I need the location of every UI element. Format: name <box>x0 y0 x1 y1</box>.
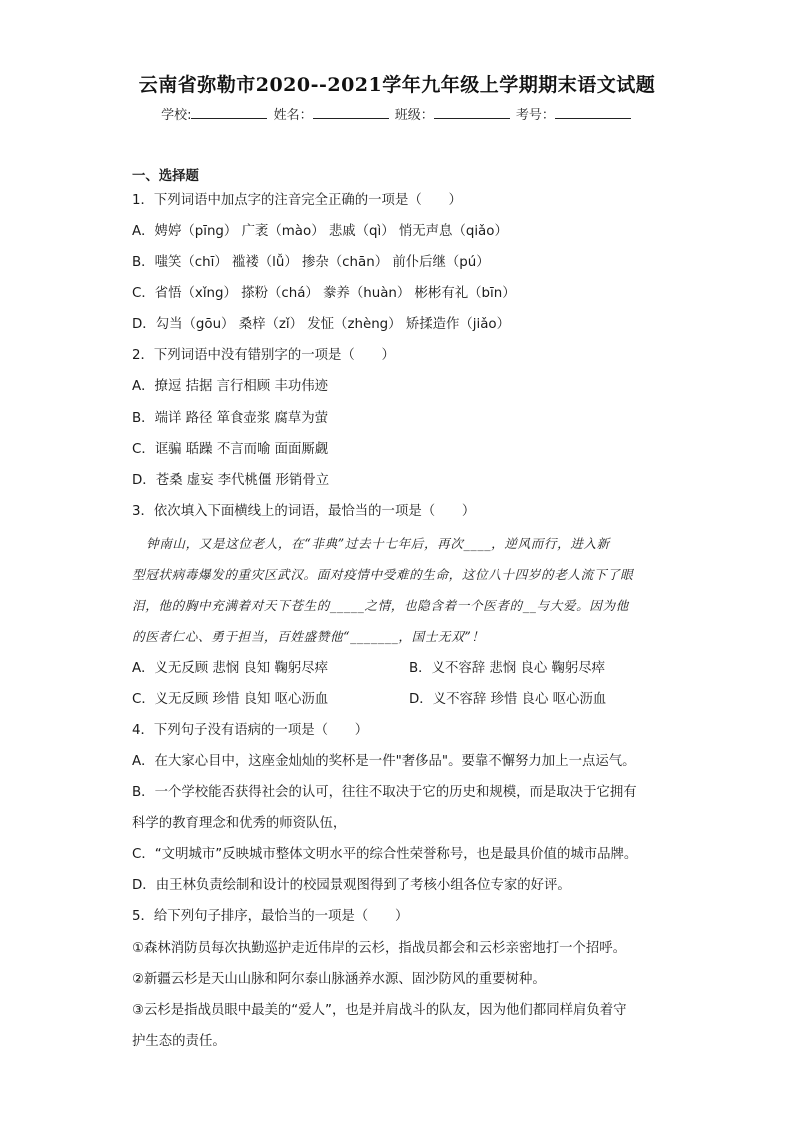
q5-stem: 5．给下列句子排序，最恰当的一项是（ ） <box>132 909 409 924</box>
q2-option-d: D．苍桑 虚妄 李代桃僵 形销骨立 <box>132 473 330 488</box>
q1-option-d: D．勾当（gōu） 桑梓（zǐ） 发怔（zhèng） 矫揉造作（jiǎo） <box>132 317 511 332</box>
section-heading: 一、选择题 <box>132 169 199 184</box>
q1-option-b: B．嗤笑（chī） 褴褛（lǚ） 掺杂（chān） 前仆后继（pú） <box>132 255 490 270</box>
q3-option-c: C．义无反顾 珍惜 良知 呕心沥血 <box>132 692 329 707</box>
q3-stem: 3．依次填入下面横线上的词语，最恰当的一项是（ ） <box>132 504 476 519</box>
q5-sentence-3-continued: 护生态的责任。 <box>132 1034 226 1049</box>
name-blank[interactable] <box>313 106 389 119</box>
q3-option-d: D．义不容辞 珍惜 良心 呕心沥血 <box>409 692 607 707</box>
exam-no-label: 考号： <box>515 108 555 123</box>
q1-option-c: C．省悟（xǐng） 搽粉（chá） 豢养（huàn） 彬彬有礼（bīn） <box>132 286 516 301</box>
q5-sentence-1: ①森林消防员每次执勤巡护走近伟岸的云杉，指战员都会和云杉亲密地打一个招呼。 <box>132 941 627 956</box>
page-title: 云南省弥勒市2020--2021学年九年级上学期期末语文试题 <box>138 74 656 96</box>
q4-option-d: D．由王林负责绘制和设计的校园景观图得到了考核小组各位专家的好评。 <box>132 878 571 893</box>
q1-stem: 1．下列词语中加点字的注音完全正确的一项是（ ） <box>132 193 462 208</box>
q2-option-b: B．端详 路径 箪食壶浆 腐草为萤 <box>132 411 329 426</box>
name-label: 姓名： <box>273 108 313 123</box>
q2-option-a: A．撩逗 拮据 言行相顾 丰功伟迹 <box>132 379 329 394</box>
class-blank[interactable] <box>434 106 510 119</box>
q4-stem: 4．下列句子没有语病的一项是（ ） <box>132 723 369 738</box>
q2-stem: 2．下列词语中没有错别字的一项是（ ） <box>132 348 395 363</box>
q3-option-a: A．义无反顾 悲悯 良知 鞠躬尽瘁 <box>132 661 329 676</box>
class-label: 班级： <box>394 108 434 123</box>
q5-sentence-2: ②新疆云杉是天山山脉和阿尔泰山脉涵养水源、固沙防风的重要树种。 <box>132 972 546 987</box>
student-info-line <box>0 104 794 123</box>
school-label: 学校: <box>161 108 192 123</box>
q5-sentence-3: ③云杉是指战员眼中最美的“爱人”，也是并肩战斗的队友，因为他们都同样肩负着守 <box>132 1003 627 1018</box>
q2-option-c: C．诓骗 聒躁 不言而喻 面面厮觑 <box>132 442 329 457</box>
exam-no-blank[interactable] <box>555 106 631 119</box>
q4-option-c: C．“文明城市”反映城市整体文明水平的综合性荣誉称号，也是最具价值的城市品牌。 <box>132 847 638 862</box>
q4-option-b-continued: 科学的教育理念和优秀的师资队伍， <box>132 816 347 831</box>
q3-passage-line: 泪，他的胸中充满着对天下苍生的_____之情，也隐含着一个医者的__与大爱。因为他 <box>132 598 629 613</box>
q3-passage-line: 型冠状病毒爆发的重灾区武汉。面对疫情中受难的生命，这位八十四岁的老人流下了眼 <box>132 567 634 582</box>
school-blank[interactable] <box>191 106 267 119</box>
q3-passage-line: 的医者仁心、勇于担当，百姓盛赞他“_______，国士无双”！ <box>132 629 485 644</box>
q4-option-a: A．在大家心目中，这座金灿灿的奖杯是一件"奢侈品"。要靠不懈努力加上一点运气。 <box>132 754 636 769</box>
q3-passage-line: 钟南山，又是这位老人，在“非典”过去十七年后，再次____，逆风而行，进入新 <box>146 536 610 551</box>
q1-option-a: A．娉婷（pīng） 广袤（mào） 悲戚（qì） 悄无声息（qiǎo） <box>132 224 508 239</box>
q4-option-b: B．一个学校能否获得社会的认可，往往不取决于它的历史和规模，而是取决于它拥有 <box>132 785 637 800</box>
q3-option-b: B．义不容辞 悲悯 良心 鞠躬尽瘁 <box>409 661 606 676</box>
